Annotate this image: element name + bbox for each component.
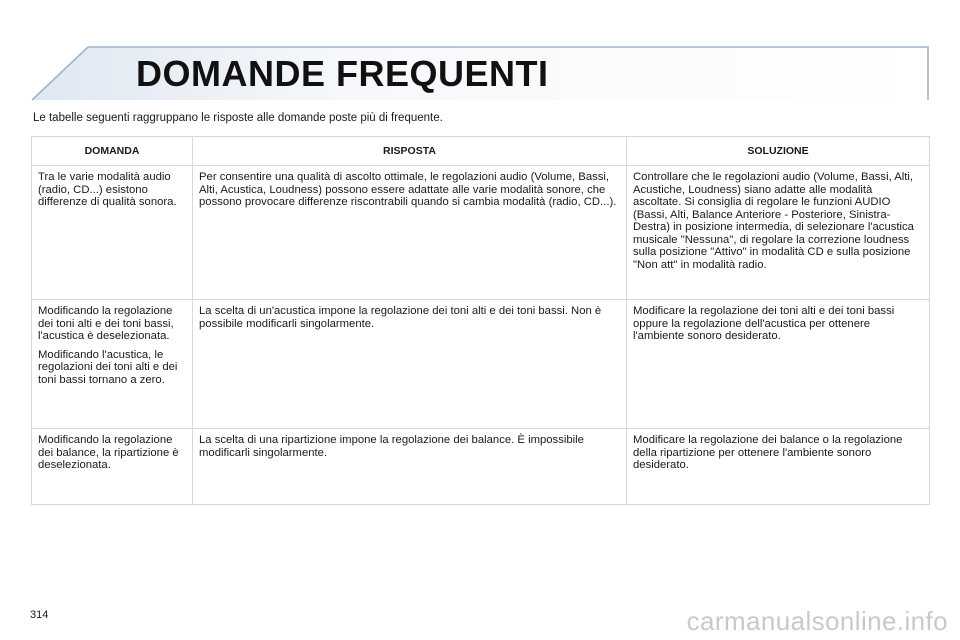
watermark: carmanualsonline.info (686, 606, 948, 636)
column-header-domanda: DOMANDA (32, 137, 193, 166)
column-header-risposta: RISPOSTA (193, 137, 627, 166)
cell-domanda (32, 300, 193, 429)
column-header-soluzione: SOLUZIONE (627, 137, 930, 166)
cell-soluzione (627, 429, 930, 505)
header-band (0, 0, 960, 106)
cell-text: Controllare che le regolazioni audio (Volume, Bassi, Alti, Acustiche, Loudness) siano adatte alle modalità ascoltate. Si consiglia di regolare le funzioni AUDIO (Bassi, Alti, Balance Anteriore - Posteriore, Sinistra-Destra) in posizione intermedia, di selezionare l'acustica musicale "Nessuna", di regolare la correzione loudness sulla posizione "Attivo" in modalità CD e sulla posizione "Non att" in modalità radio. (633, 171, 914, 271)
table-row (32, 166, 930, 300)
cell-text: Modificare la regolazione dei toni alti e dei toni bassi oppure la regolazione dell'acustica per ottenere l'ambiente sonoro desiderato. (633, 305, 895, 342)
cell-risposta (193, 166, 627, 300)
page-title: DOMANDE FREQUENTI (136, 53, 549, 94)
page-number: 314 (30, 609, 49, 621)
cell-text: La scelta di una ripartizione impone la regolazione dei balance. È impossibile modificarli singolarmente. (199, 434, 584, 459)
cell-text: La scelta di un'acustica impone la regolazione dei toni alti e dei toni bassi. Non è possibile modificarli singolarmente. (199, 305, 602, 330)
cell-domanda (32, 166, 193, 300)
cell-soluzione (627, 300, 930, 429)
cell-risposta (193, 300, 627, 429)
faq-table (31, 136, 930, 505)
table-header-row (32, 137, 930, 166)
table-row (32, 300, 930, 429)
cell-text: Per consentire una qualità di ascolto ottimale, le regolazioni audio (Volume, Bassi, Alti, Acustica, Loudness) possono essere adattate alle varie modalità sonore, che possono provocare differenze riscontrabili quando si cambia modalità (radio, CD...). (199, 171, 617, 208)
cell-soluzione (627, 166, 930, 300)
cell-text: Modificando l'acustica, le regolazioni dei toni alti e dei toni bassi tornano a zero. (38, 348, 178, 386)
cell-risposta (193, 429, 627, 505)
cell-text: Modificando la regolazione dei balance, la ripartizione è deselezionata. (38, 434, 179, 471)
intro-text: Le tabelle seguenti raggruppano le risposte alle domande poste più di frequente. (33, 112, 443, 124)
cell-text: Modificare la regolazione dei balance o la regolazione della ripartizione per ottenere l'ambiente sonoro desiderato. (633, 434, 903, 471)
cell-text: Tra le varie modalità audio (radio, CD...) esistono differenze di qualità sonora. (38, 171, 177, 208)
cell-domanda (32, 429, 193, 505)
table-row (32, 429, 930, 505)
cell-text: Modificando la regolazione dei toni alti e dei toni bassi, l'acustica è deselezionata. (38, 305, 174, 342)
